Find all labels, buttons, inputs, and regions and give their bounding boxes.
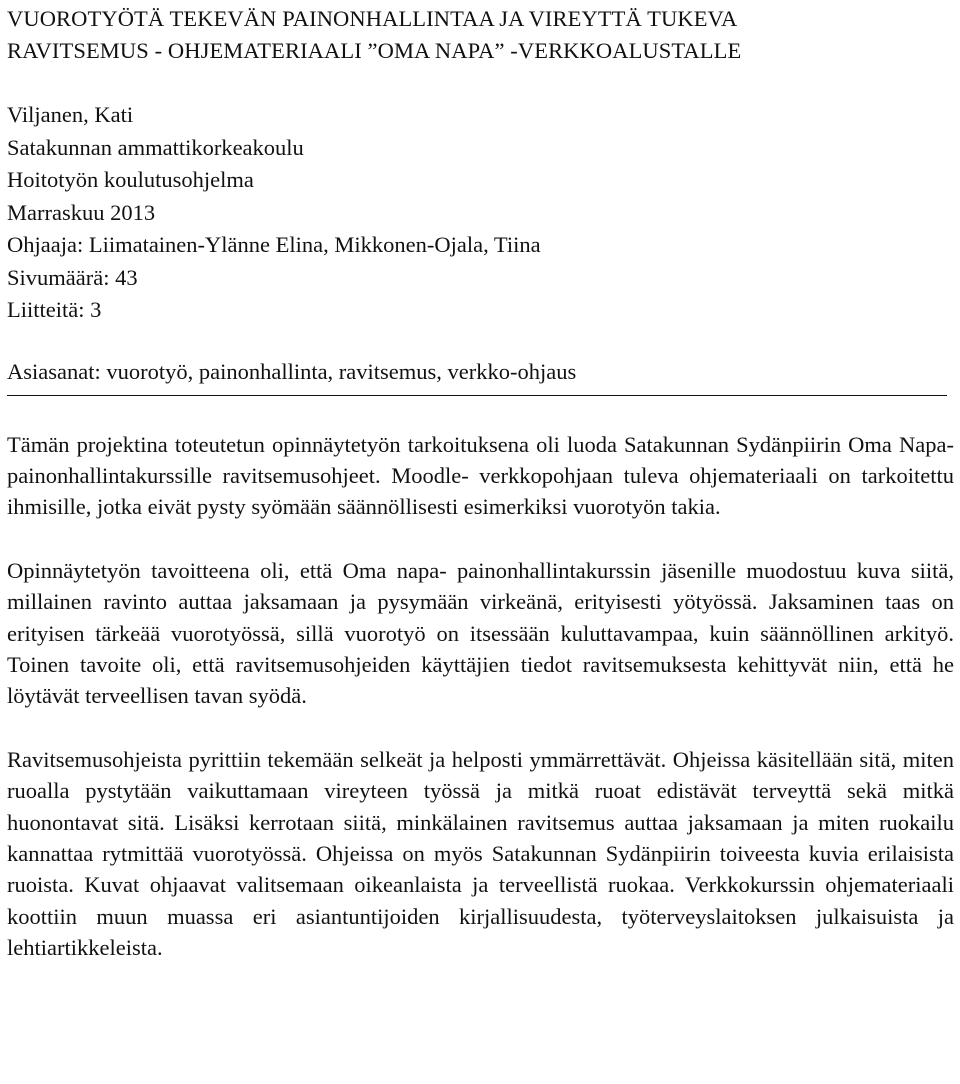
- date: Marraskuu 2013: [7, 199, 156, 225]
- divider-line: [7, 395, 947, 396]
- abstract-paragraph-3: Ravitsemusohjeista pyrittiin tekemään selkeät ja helposti ymmärrettävät. Ohjeissa käsitellään sitä, miten ruoalla pystytään vaikuttamaan vireyteen työssä ja mitkä ruoat edistävät terveyttä sekä mitkä huonontavat sitä. Lisäksi kerrotaan siitä, minkälainen ravitsemus auttaa jaksamaan ja miten ruokailu kannattaa rytmittää vuorotyössä. Ohjeissa on myös Satakunnan Sydänpiirin toiveesta kuvia erilaisista ruoista. Kuvat ohjaavat valitsemaan oikeanlaista ja terveellistä ruokaa. Verkkokurssin ohjemateriaali koottiin muun muassa eri asiantuntijoiden kirjallisuudesta, työterveyslaitoksen julkaisuista ja lehtiartikkeleista.: [7, 746, 954, 961]
- abstract-paragraph-1: Tämän projektina toteutetun opinnäytetyön tarkoituksena oli luoda Satakunnan Sydänpiirin Oma Napa- painonhallintakurssille ravitsemusohjeet. Moodle- verkkopohjaan tuleva ohjemateriaali on tarkoitettu ihmisille, jotka eivät pysty syömään säännöllisesti esimerkiksi vuorotyön takia.: [7, 431, 954, 520]
- thesis-title-line-1: VUOROTYÖTÄ TEKEVÄN PAINONHALLINTAA JA VIREYTTÄ TUKEVA: [7, 6, 738, 31]
- supervisors: Ohjaaja: Liimatainen-Ylänne Elina, Mikkonen-Ojala, Tiina: [7, 232, 541, 257]
- degree-program: Hoitotyön koulutusohjelma: [7, 167, 254, 192]
- thesis-metadata: [7, 99, 954, 327]
- thesis-title: [7, 0, 954, 67]
- author: Viljanen, Kati: [7, 102, 134, 127]
- school: Satakunnan ammattikorkeakoulu: [7, 134, 304, 160]
- abstract-paragraph-2: Opinnäytetyön tavoitteena oli, että Oma napa- painonhallintakurssin jäsenille muodostuu kuva siitä, millainen ravinto auttaa jaksamaan ja pysymään virkeänä, erityisesti yötyössä. Jaksaminen taas on erityisen tärkeää vuorotyössä, sillä vuorotyö on itsessään kuluttavampaa, kuin säännöllinen arkityö. Toinen tavoite oli, että ravitsemusohjeiden käyttäjien tiedot ravitsemuksesta kehittyvät niin, että he löytävät terveellisen tavan syödä.: [7, 557, 954, 709]
- keywords: Asiasanat: vuorotyö, painonhallinta, ravitsemus, verkko-ohjaus: [7, 358, 577, 384]
- page-count: Sivumäärä: 43: [7, 264, 138, 290]
- appendix-count: Liitteitä: 3: [7, 297, 102, 322]
- thesis-title-line-2: RAVITSEMUS - OHJEMATERIAALI ”OMA NAPA” -VERKKOALUSTALLE: [7, 38, 742, 63]
